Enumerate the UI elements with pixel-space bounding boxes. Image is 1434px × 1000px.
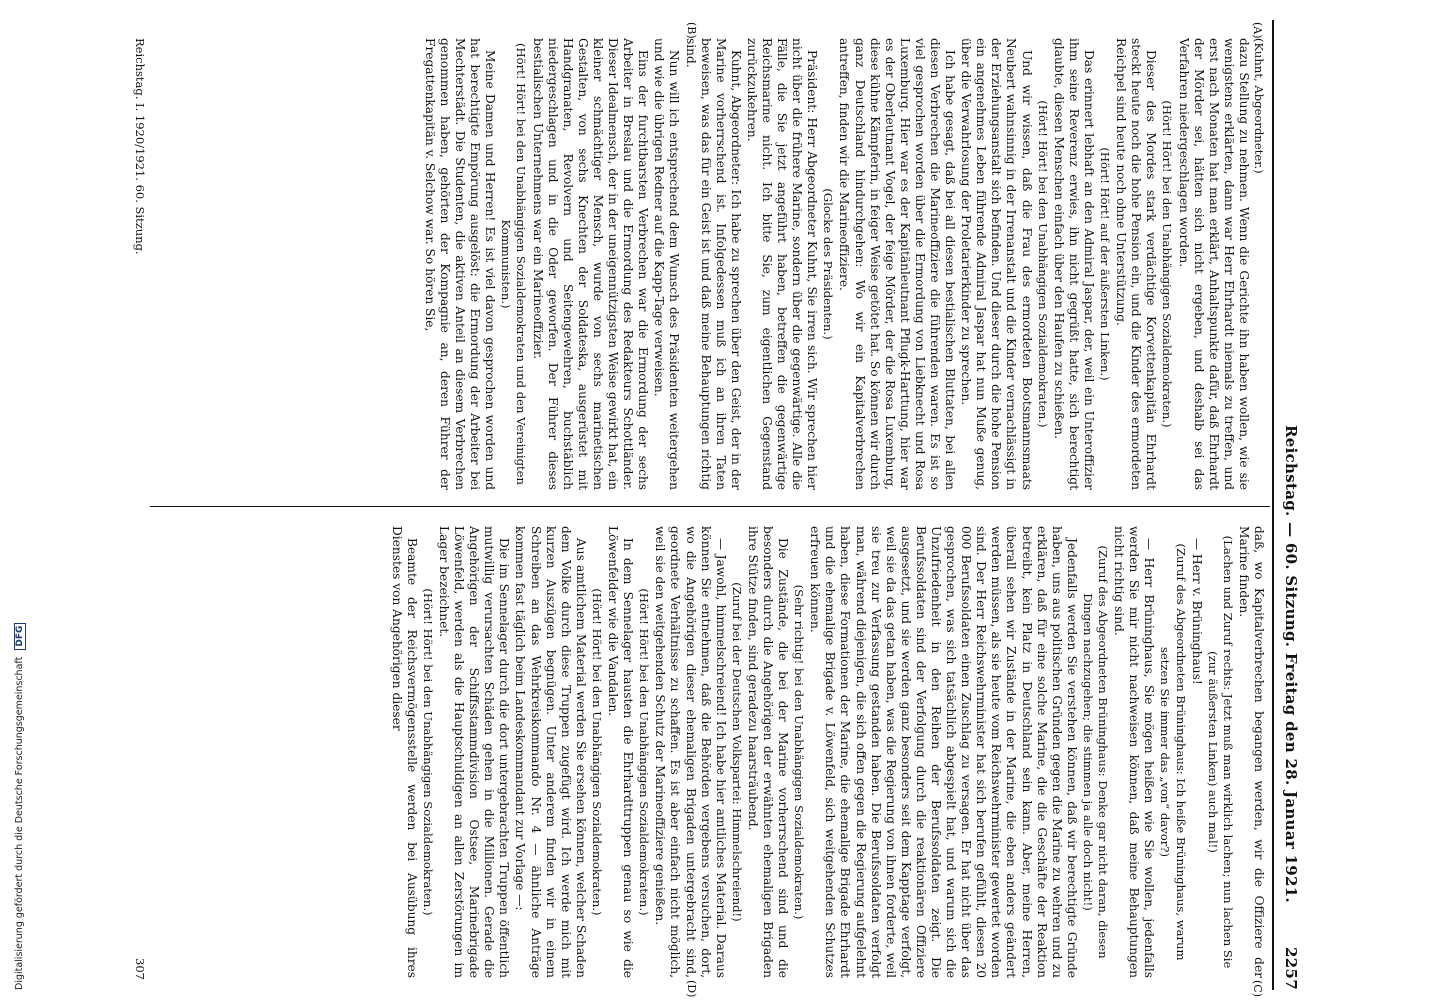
paragraph: Beamte der Reichsvermögensstelle werden bei Ausübung ihres Dienstes von Angehörigen dieser — [389, 526, 419, 978]
interjection: (Lachen und Zuruf rechts: Jetzt muß man wirklich lachen; nun lachen Sie (zur äußersten Linken) auch mal!) — [1205, 535, 1235, 969]
paragraph: Ich habe gesagt, daß bei all diesen bestialischen Bluttaten, bei allen diesen Verbrechen die Marineoffiziere die führenden waren. Es ist so viel gesprochen worden über die Ermordung von Liebknecht und Rosa Luxemburg. Hier war es der Kapitänleutnant Pflugk-Harttung, hier war es der Oberleutnant Vogel, der feige Mörder, der die Rosa Luxemburg, diese kühne Kämpferin, in feiger Weise getötet hat. So können wir durch ganz Deutschland hindurchgehen: Wo wir ein Kapitalverbrechen antreffen, finden wir die Marineoffiziere. — [837, 38, 958, 490]
interjection: (Hört! Hört! auf der äußersten Linken.) — [1098, 147, 1113, 381]
interjection: (Sehr richtig! bei den Unabhängigen Sozialdemokraten.) — [792, 584, 807, 920]
paragraph: Die im Sennelager durch die dort untergebrachten Truppen öffentlich mutwillig verursachten Schäden gehen in die Millionen. Gerade die Angehörigen der Schiffsstammdivision Ostsee, Marinebrigade Löwenfeld, werden als die Hauptschuldigen an allen Zerstörungen im Lager bezeichnet. — [437, 526, 512, 978]
paragraph: — Herr v. Brüninghaus! — [1189, 538, 1204, 685]
paragraph: Eins der furchtbarsten Verbrechen war die Ermordung der sechs Arbeiter in Breslau und die Ermordung des Redakteurs Schottländer. Dieser Idealmensch, der in der uneigennützigsten Weise gewirkt hat, ein kleiner schmächtiger Mensch, wurde von sechs marinetischen Gestalten, von sechs Knechten der Soldateska, ausgerüstet mit Handgranaten, Revolvern und Seitengewehren, buchstäblich niedergeschlagen und in die Oder geworfen. Der Führer dieses bestialischen Unternehmens war ein Marineoffizier. — [530, 38, 651, 490]
page-number: 2257 — [1282, 947, 1300, 990]
paragraph: Jedenfalls werden Sie verstehen können, daß wir berechtigte Gründe haben, uns aus politischen Gründen gegen die Marine zu wehren und zu erklären, daß für eine solche Marine, die die Geschäfte der Reaktion betreibt, kein Platz in Deutschland sein kann. Aber, meine Herren, überall sehen wir Zustände in der Marine, die eben anders geändert werden müssen, als sie heute vom Reichswehrminister gewertet worden sind. Der Herr Reichswehrminister hat sich berufen gefühlt, diesen 20 000 Berufssoldaten einen Zuschlag zu versagen. Er hat nicht über das gesprochen, was sich tatsächlich abgespielt hat, und warum sich die Unzufriedenheit in den Reihen der Berufssoldaten zeigt. Die Berufssoldaten sind der Verfolgung durch die reaktionären Offiziere ausgesetzt, und sie werden ganz besonders seit dem Kapptage verfolgt, weil sie da das getan haben, was die Regierung von ihnen forderte, weil sie treu zur Verfassung gestanden haben. Die Berufssoldaten verfolgt man, während diejenigen, die sich offen gegen die Regierung aufgelehnt haben, diese Formationen der Marine, die ehemalige Brigade Ehrhardt und die ehemalige Brigade v. Löwenfeld, sich weitgehenden Schutzes erfreuen können. — [808, 526, 1079, 978]
speaker-note: (Kuhnt, Abgeordneter.) — [1252, 38, 1266, 174]
digitization-credit — [14, 430, 28, 990]
footer-page-number: 307 — [133, 958, 147, 980]
left-column — [156, 38, 1266, 490]
paragraph: Das erinnert lebhaft an den Admiral Jaspar, der, weil ein Unteroffizier ihm seine Reverenz erwies, ihn nicht gegrüßt hatte, sich berechtigt glaubte, diesen Menschen einfach über den Haufen zu schießen. — [1051, 38, 1096, 490]
right-column — [156, 526, 1266, 978]
paragraph: Dieser des Mordes stark verdächtige Korvettenkapitän Ehrhardt steckt heute noch die hohe Pension ein, und die Kinder des ermordeten Reichpel sind heute noch ohne Unterstützung. — [1114, 38, 1159, 490]
paragraph: Nun will ich entsprechend dem Wunsch des Präsidenten weitergehen und wie die übrigen Redner auf die Kapp-Tage verweisen. — [652, 38, 682, 490]
footer-session: Reichstag. I. 1920/1921. 60. Sitzung. — [133, 38, 147, 255]
paragraph: Kuhnt, Abgeordneter: Ich habe zu sprechen über den Geist, der in der Marine vorherrschend ist. Infolgedessen muß ich an ihren Taten beweisen, was das für ein Geist ist und daß meine Behauptungen richtig sind. — [683, 38, 743, 490]
interjection: (Glocke des Präsidenten.) — [821, 188, 836, 340]
rotated-page — [70, 20, 1300, 998]
margin-marker-d: (D) — [685, 980, 698, 998]
paragraph: Meine Damen und Herren! Es ist viel davon gesprochen worden und hat berechtigte Empörung ausgelöst: die Ermordung der Arbeiter bei Mechterstädt. Die Studenten, die aktiven Anteil an diesem Verbrechen genommen haben, gehörten der Kompagnie an, deren Führer der Fregattenkapitän v. Selchow war. So hören Sie, — [422, 38, 498, 490]
paragraph: dazu Stellung zu nehmen. Wenn die Gerichte ihn haben wollen, wie sie wenigstens erklärten, dann war Herr Ehrhardt niemals zu treffen, und erst nach Monaten hat man erklärt, Anhaltspunkte dafür, daß Ehrhardt der Mörder sei, hätten sich nicht ergeben, und deshalb sei das Verfahren niedergeschlagen worden. — [1176, 38, 1251, 490]
interjection: (Hört! Hört! bei den Unabhängigen Sozialdemokraten und den Vereinigten Kommunisten.) — [499, 43, 529, 485]
interjection: (Zuruf des Abgeordneten Brüninghaus: Denke gar nicht daran, diesen Dingen nachzugehen; die stimmen ja alle doch nicht!) — [1080, 545, 1111, 959]
margin-marker-a: (A) — [1251, 22, 1264, 39]
interjection: (Hört! Hört! bei den Unabhängigen Sozialdemokraten.) — [637, 588, 652, 916]
interjection: (Hört! Hört! bei den Unabhängigen Sozialdemokraten.) — [1035, 100, 1050, 428]
dfg-logo: DFG — [14, 623, 26, 650]
interjection: (Hört! Hört! bei den Unabhängigen Sozialdemokraten.) — [1160, 100, 1175, 428]
paragraph: Präsident: Herr Abgeordneter Kuhnt, Sie irren sich. Wir sprechen hier nicht über die frühere Marine, sondern über die gegenwärtige. Alle die Fälle, die Sie jetzt angeführt haben, betreffen die gegenwärtige Reichsmarine nicht. Ich bitte Sie, zum eigentlichen Gegenstand zurückzukehren. — [744, 38, 820, 490]
paragraph: In dem Sennelager hausten die Ehrhardttruppen genau so wie die Löwenfelder wie die Vandalen. — [606, 526, 636, 978]
paragraph: Aus amtlichem Material werden Sie ersehen können, welcher Schaden dem Volke durch diese Truppen zugefügt wird. Ich werde mich mit kurzen Auszügen begnügen. Unter anderem finden wir in einem Schreiben an das Wehrkreiskommando Nr. 4 — ähnliche Anträge kommen fast täglich beim Landeskommandant zur Vorlage —: — [513, 526, 588, 978]
credit-text: Digitalisierung gefördert durch die Deutsche Forschungsgemeinschaft — [14, 656, 25, 990]
paragraph: — Jawohl, himmelschreiend! Ich habe hier amtliches Material. Daraus können Sie entnehmen, daß die Behörden vergebens versuchen, dort, wo die Angehörigen dieser ehemaligen Brigaden untergebracht sind, geordnete Verhältnisse zu schaffen. Es ist aber einfach nicht möglich, weil sie den weitgehenden Schutz der Marineoffiziere genießen. — [653, 526, 728, 978]
interjection: (Zuruf bei der Deutschen Volkspartei: Himmelschreiend!) — [729, 582, 744, 922]
interjection: (Hört! Hört! bei den Unabhängigen Sozialdemokraten.) — [420, 588, 435, 916]
interjection: (Zuruf des Abgeordneten Brüninghaus: Ich heiße Brüninghaus, warum setzen Sie immer das „von“ davor?) — [1158, 543, 1188, 961]
margin-marker-b: (B) — [685, 22, 698, 39]
page-title: Reichstag. — 60. Sitzung. Freitag den 28. Januar 1921. — [1282, 425, 1300, 904]
paragraph: Und wir wissen, daß die Frau des ermordeten Bootsmannsmaats Neubert wahnsinnig in der Irrenanstalt und die Kinder vernachlässigt in der Erziehungsanstalt sich befinden. Und dieser durch die hohe Pension ein angenehmes Leben führende Admiral Jaspar hat nun Muße genug, über die Verwahrlosung der Proletarierkinder zu sprechen. — [959, 38, 1034, 490]
paragraph: — Herr Brüninghaus, Sie mögen heißen wie Sie wollen, jedenfalls werden Sie mir nicht nachweisen können, daß meine Behauptungen nicht richtig sind. — [1112, 526, 1157, 978]
page-header — [1276, 20, 1300, 990]
paragraph: daß, wo Kapitalverbrechen begangen werden, wir die Offiziere der Marine finden. — [1236, 526, 1266, 978]
interjection: (Hört! Hört! bei den Unabhängigen Sozialdemokraten.) — [589, 588, 604, 916]
margin-marker-c: (C) — [1251, 980, 1264, 997]
column-divider — [150, 506, 1270, 507]
header-rule — [1272, 20, 1274, 990]
paragraph: Die Zustände, die bei der Marine vorherrschend sind und die besonders durch die Angehörigen der erwähnten ehemaligen Brigaden ihre Stütze finden, sind geradezu haarsträubend. — [745, 526, 791, 978]
